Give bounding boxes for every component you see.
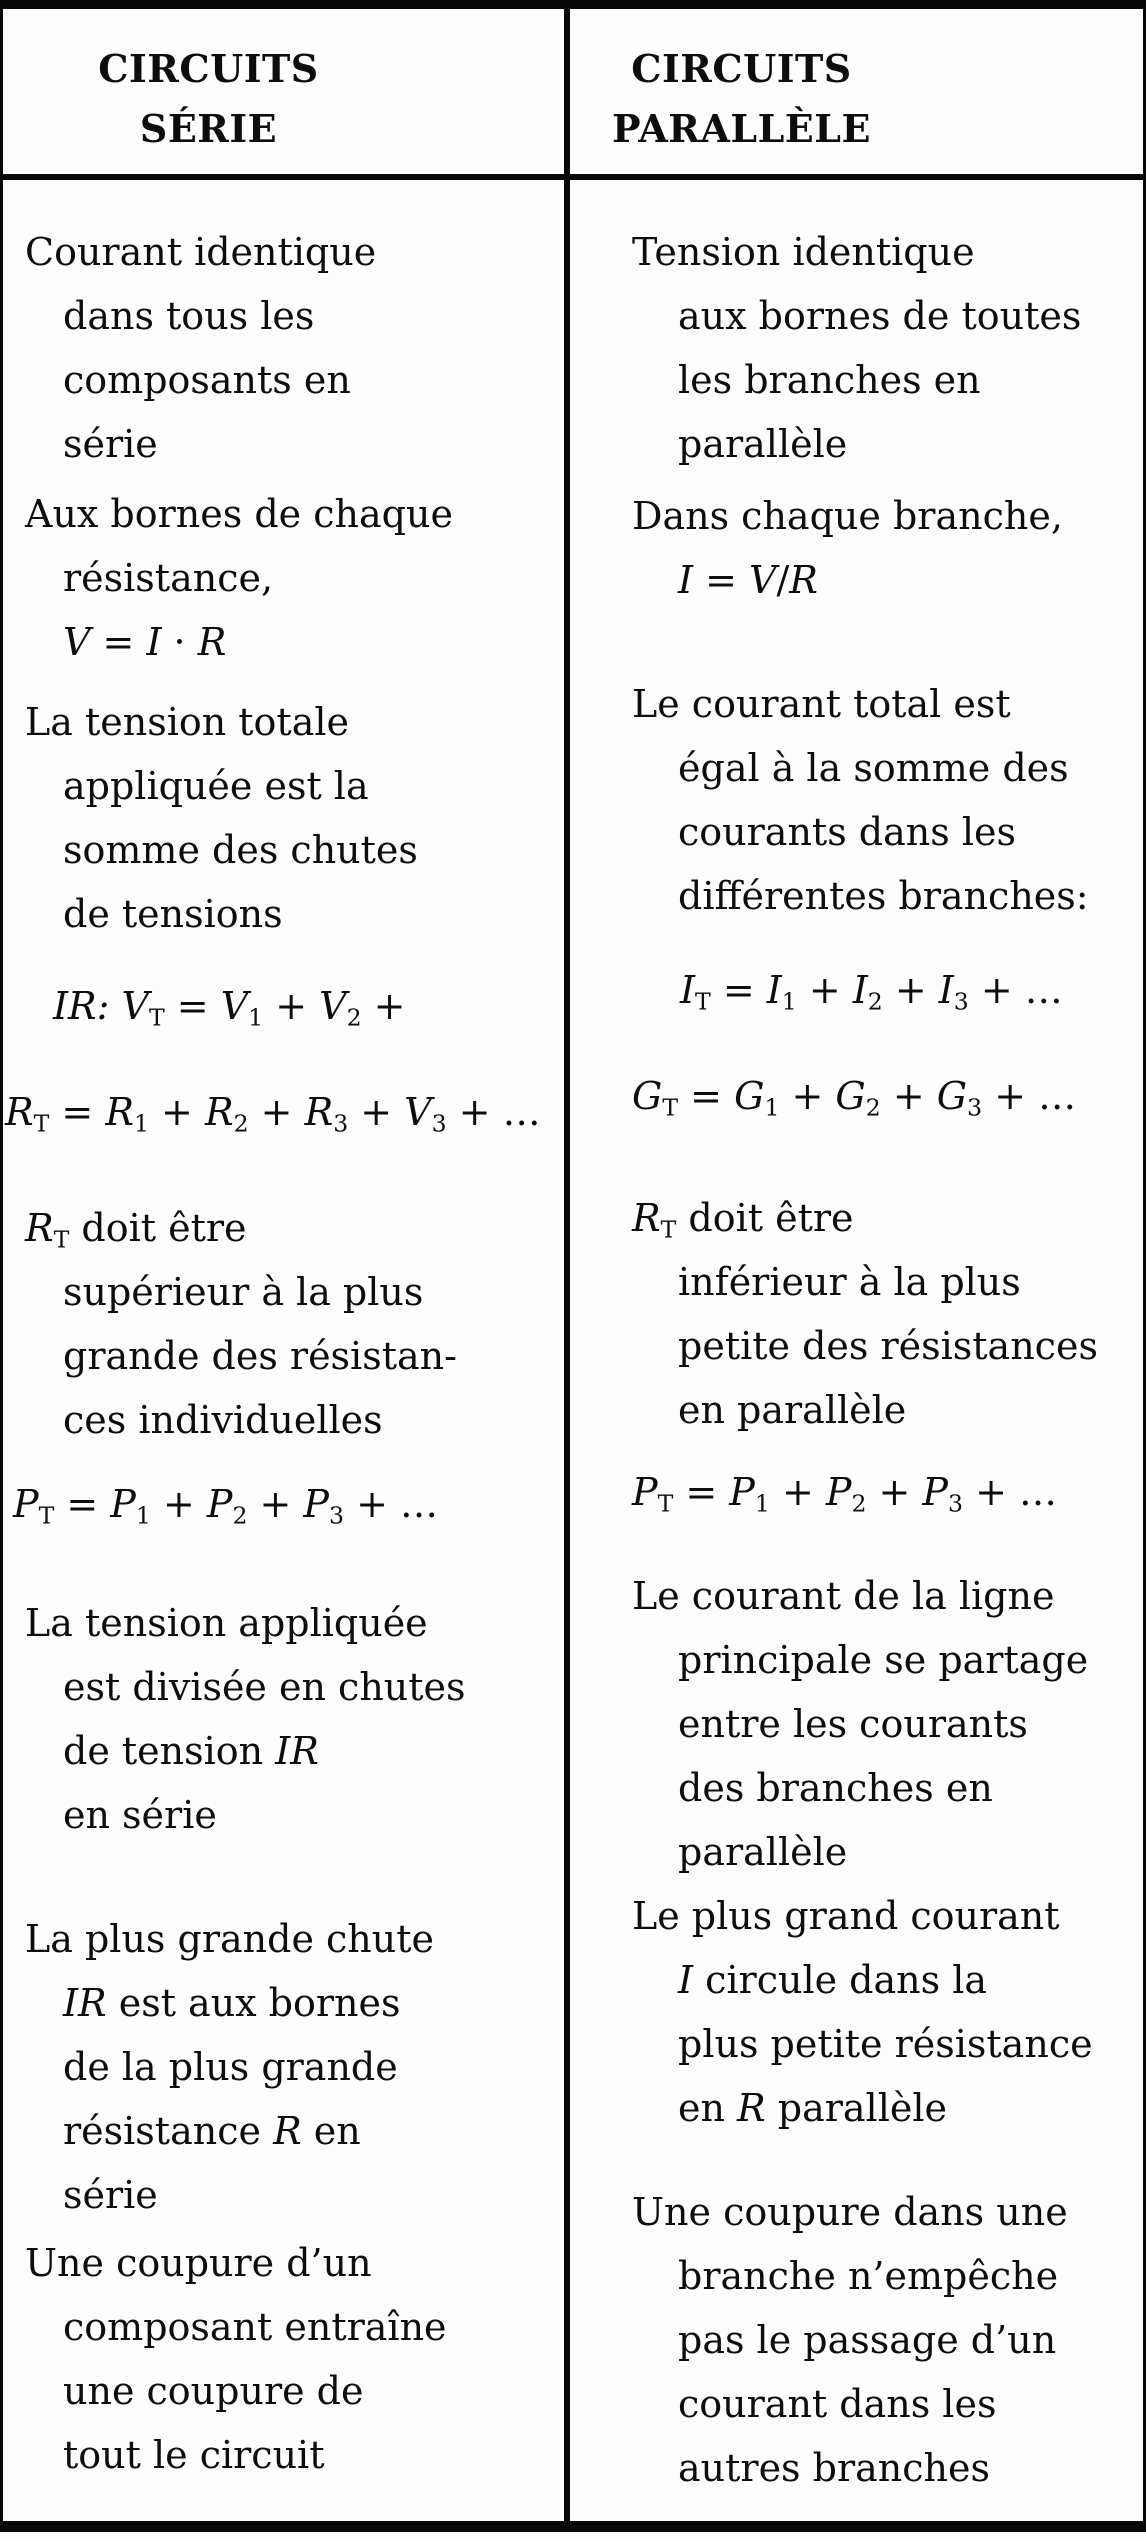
text-line: les branches en bbox=[678, 358, 981, 402]
text-line: appliquée est la bbox=[63, 764, 369, 808]
text-line: Dans chaque branche, bbox=[632, 494, 1063, 538]
text-line: Le courant total est bbox=[632, 682, 1011, 726]
text-line: plus petite résistance bbox=[678, 2022, 1093, 2066]
text-paragraph bbox=[25, 1591, 560, 1847]
text-line: une coupure de bbox=[63, 2369, 364, 2413]
text-line: dans tous les bbox=[63, 294, 315, 338]
text-line: ces individuelles bbox=[63, 1398, 383, 1442]
text-line: grande des résistan- bbox=[63, 1334, 457, 1378]
text-line: Tension identique bbox=[632, 230, 975, 274]
text-line: parallèle bbox=[678, 422, 848, 466]
text-paragraph bbox=[25, 1907, 560, 2227]
text-line: petite des résistances bbox=[678, 1324, 1098, 1368]
text-line: parallèle bbox=[678, 1830, 848, 1874]
text-line: Une coupure dans une bbox=[632, 2190, 1068, 2234]
column-title-line: SÉRIE bbox=[139, 106, 278, 151]
text-line: de la plus grande bbox=[63, 2045, 398, 2089]
parallel-column-header bbox=[570, 9, 1143, 180]
formula-line: $I_T = I_1 + I_2 + I_3$ + … bbox=[680, 968, 1063, 1016]
text-line: principale se partage bbox=[678, 1638, 1089, 1682]
parallel-column-body bbox=[570, 180, 1143, 2521]
text-line: série bbox=[63, 2173, 158, 2217]
text-line: $R_T$ doit être bbox=[632, 1196, 854, 1244]
parallel-circuits-column bbox=[570, 9, 1143, 2521]
formula-paragraph bbox=[632, 1064, 1141, 1128]
series-column-body bbox=[3, 180, 564, 2521]
text-line: inférieur à la plus bbox=[678, 1260, 1021, 1304]
text-line: supérieur à la plus bbox=[63, 1270, 424, 1314]
text-line: somme des chutes bbox=[63, 828, 418, 872]
text-line: I = V/R bbox=[678, 558, 818, 602]
formula-line: $P_T = P_1 + P_2 + P_3$ + … bbox=[13, 1482, 438, 1530]
text-line: en R parallèle bbox=[678, 2086, 947, 2130]
formula-line: IR: $V_T = V_1 + V_2$ + bbox=[53, 984, 406, 1032]
text-paragraph bbox=[25, 2231, 560, 2487]
text-line: V = I · R bbox=[63, 620, 227, 664]
text-paragraph bbox=[25, 220, 560, 476]
text-paragraph bbox=[632, 484, 1141, 612]
text-line: en parallèle bbox=[678, 1388, 907, 1432]
formula-line: $R_T = R_1 + R_2 + R_3 + V_3$ + … bbox=[5, 1090, 541, 1138]
text-line: Courant identique bbox=[25, 230, 377, 274]
text-line: en série bbox=[63, 1793, 217, 1837]
text-paragraph bbox=[25, 1196, 560, 1452]
text-line: entre les courants bbox=[678, 1702, 1028, 1746]
series-circuits-column bbox=[3, 9, 570, 2521]
column-title-line: CIRCUITS bbox=[631, 46, 852, 91]
text-line: des branches en bbox=[678, 1766, 993, 1810]
text-line: Aux bornes de chaque bbox=[25, 492, 453, 536]
text-line: série bbox=[63, 422, 158, 466]
text-paragraph bbox=[632, 2180, 1141, 2500]
text-line: Une coupure d’un bbox=[25, 2241, 372, 2285]
text-line: composant entraîne bbox=[63, 2305, 447, 2349]
formula-paragraph bbox=[632, 1460, 1141, 1524]
formula-paragraph bbox=[680, 958, 1141, 1022]
text-paragraph bbox=[632, 1186, 1141, 1442]
text-line: I circule dans la bbox=[678, 1958, 988, 2002]
text-line: résistance, bbox=[63, 556, 274, 600]
text-line: Le plus grand courant bbox=[632, 1894, 1060, 1938]
text-paragraph bbox=[632, 1564, 1141, 1884]
text-line: aux bornes de toutes bbox=[678, 294, 1082, 338]
text-line: est divisée en chutes bbox=[63, 1665, 466, 1709]
text-line: différentes branches: bbox=[678, 874, 1089, 918]
text-paragraph bbox=[632, 220, 1141, 476]
column-title-line: CIRCUITS bbox=[98, 46, 319, 91]
formula-line: $P_T = P_1 + P_2 + P_3$ + … bbox=[632, 1470, 1057, 1518]
text-line: de tension IR bbox=[63, 1729, 319, 1773]
text-line: pas le passage d’un bbox=[678, 2318, 1057, 2362]
text-line: branche n’empêche bbox=[678, 2254, 1059, 2298]
column-title-line: PARALLÈLE bbox=[612, 106, 871, 151]
text-line: $R_T$ doit être bbox=[25, 1206, 247, 1254]
text-line: La tension totale bbox=[25, 700, 350, 744]
text-line: IR est aux bornes bbox=[63, 1981, 401, 2025]
formula-line: $G_T = G_1 + G_2 + G_3$ + … bbox=[632, 1074, 1077, 1122]
text-line: Le courant de la ligne bbox=[632, 1574, 1055, 1618]
text-paragraph bbox=[632, 672, 1141, 928]
text-paragraph bbox=[632, 1884, 1141, 2140]
text-line: résistance R en bbox=[63, 2109, 361, 2153]
series-column-header bbox=[3, 9, 564, 180]
text-line: courant dans les bbox=[678, 2382, 997, 2426]
text-line: La plus grande chute bbox=[25, 1917, 435, 1961]
text-line: composants en bbox=[63, 358, 351, 402]
text-line: tout le circuit bbox=[63, 2433, 325, 2477]
text-line: égal à la somme des bbox=[678, 746, 1069, 790]
text-line: La tension appliquée bbox=[25, 1601, 428, 1645]
text-paragraph bbox=[25, 690, 560, 946]
text-line: de tensions bbox=[63, 892, 283, 936]
formula-paragraph bbox=[13, 1472, 560, 1536]
text-line: autres branches bbox=[678, 2446, 990, 2490]
text-paragraph bbox=[25, 482, 560, 674]
text-line: courants dans les bbox=[678, 810, 1016, 854]
formula-paragraph bbox=[5, 1080, 560, 1144]
formula-paragraph bbox=[53, 974, 560, 1038]
